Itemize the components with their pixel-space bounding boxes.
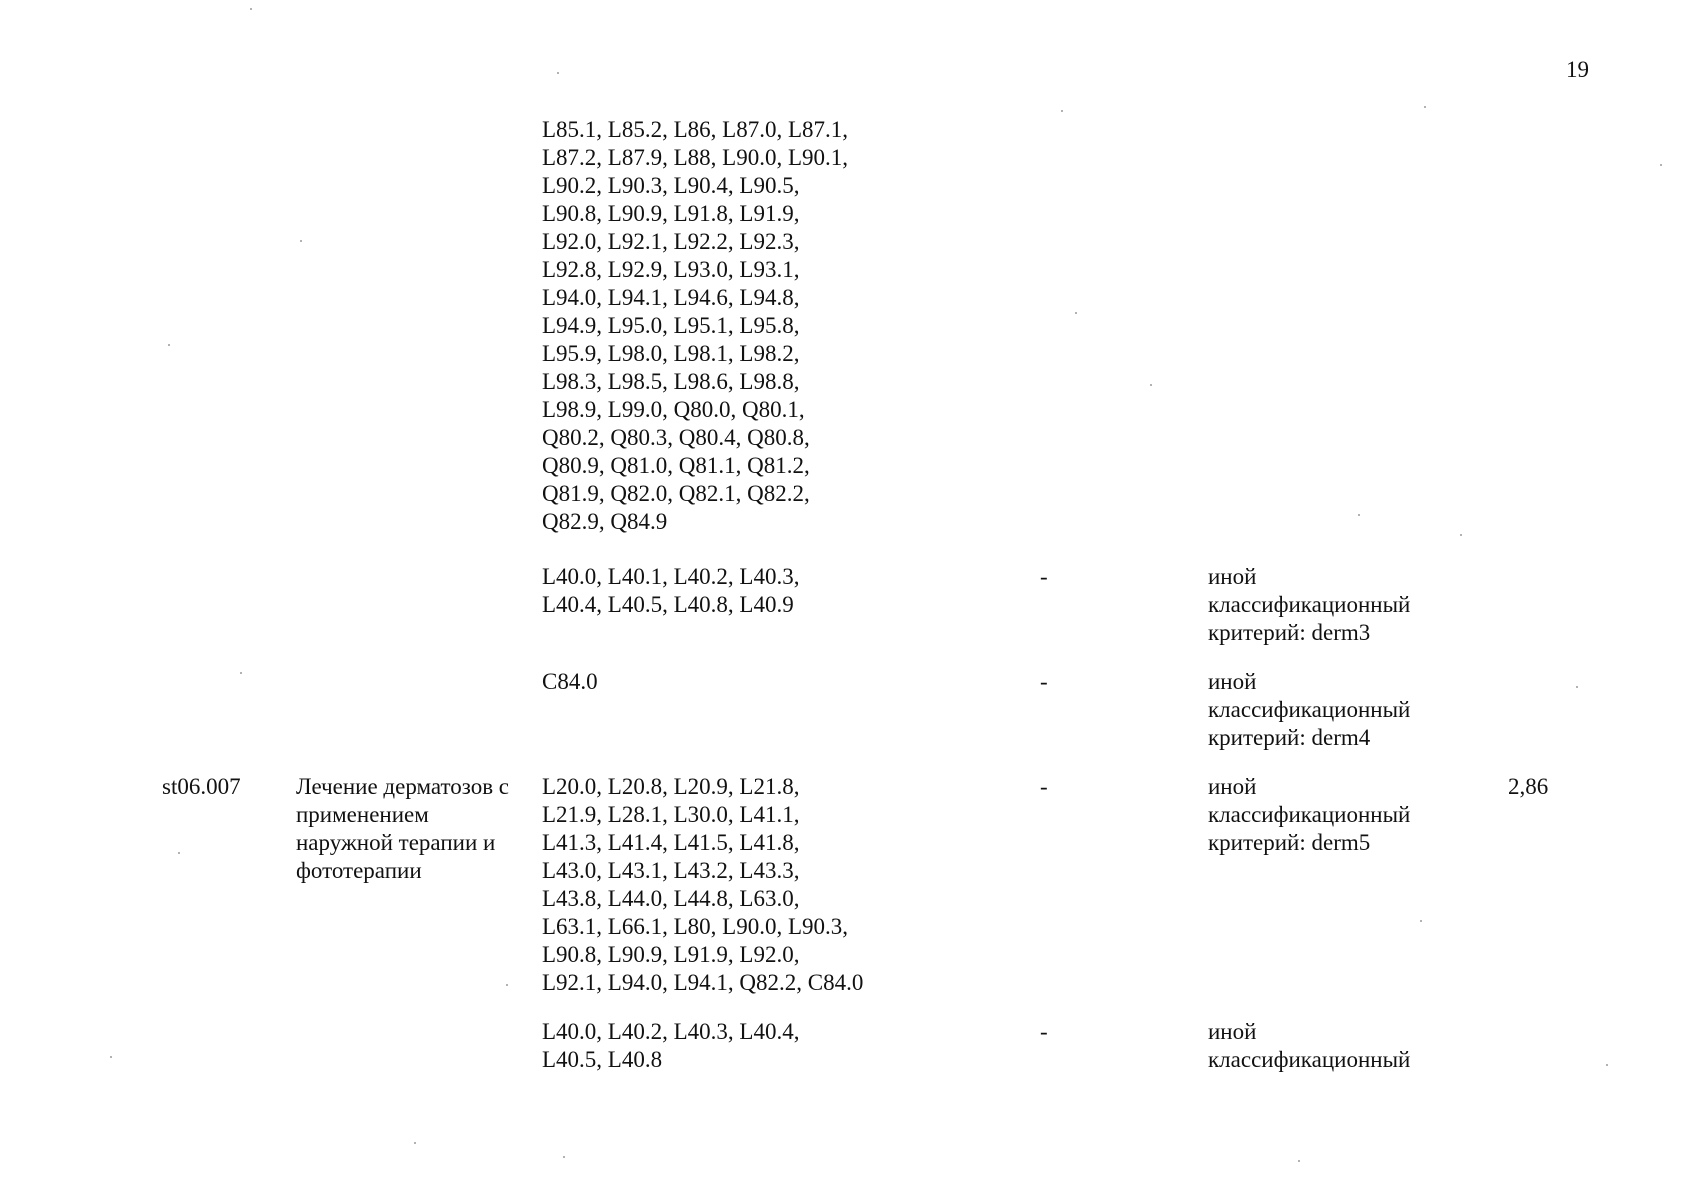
diagnosis-codes: L85.1, L85.2, L86, L87.0, L87.1, L87.2, L87.9, L88, L90.0, L90.1, L90.2, L90.3, L90.4, L90.5, L90.8, L90.9, L91.8, L91.9, L92.0, L92.1, L92.2, L92.3, L92.8, L92.9, L93.0, L93.1, L94.0, L94.1, L94.6, L94.8, L94.9, L95.0, L95.1, L95.8, L95.9, L98.0, L98.1, L98.2, L98.3, L98.5, L98.6, L98.8, L98.9, L99.0, Q80.0, Q80.1, Q80.2, Q80.3, Q80.4, Q80.8, Q80.9, Q81.0, Q81.1, Q81.2, Q81.9, Q82.0, Q82.1, Q82.2, Q82.9, Q84.9 xyxy=(542,117,848,534)
scan-speck xyxy=(1420,920,1422,922)
service-code: - xyxy=(1040,669,1048,694)
scan-speck xyxy=(1298,1160,1300,1162)
scan-speck xyxy=(1150,384,1152,386)
scan-speck xyxy=(168,344,170,346)
diagnosis-codes: L40.0, L40.1, L40.2, L40.3, L40.4, L40.5, L40.8, L40.9 xyxy=(542,564,800,617)
ksg-name: Лечение дерматозов с применением наружной терапии и фототерапии xyxy=(296,774,510,883)
service-code: - xyxy=(1040,1019,1048,1044)
scan-speck xyxy=(414,1142,416,1144)
service-code: - xyxy=(1040,774,1048,799)
scan-speck xyxy=(563,1156,565,1158)
scan-speck xyxy=(110,1056,112,1058)
scan-speck xyxy=(1358,514,1360,516)
diagnosis-codes: C84.0 xyxy=(542,669,598,694)
cost-coefficient: 2,86 xyxy=(1508,774,1549,799)
scan-speck xyxy=(1606,1064,1608,1066)
scan-speck xyxy=(1460,534,1462,536)
classification-criterion: иной классификационный критерий: derm4 xyxy=(1208,669,1411,750)
classification-criterion: иной классификационный критерий: derm5 xyxy=(1208,774,1411,855)
classification-criterion: иной классификационный критерий: derm3 xyxy=(1208,564,1411,645)
classification-criterion: иной классификационный xyxy=(1208,1019,1411,1072)
scan-speck xyxy=(1075,312,1077,314)
service-code: - xyxy=(1040,564,1048,589)
scan-speck xyxy=(178,852,180,854)
scan-speck xyxy=(1660,164,1662,166)
scan-speck xyxy=(506,984,508,986)
scan-speck xyxy=(240,672,242,674)
scan-speck xyxy=(1061,110,1063,112)
page-number: 19 xyxy=(1566,57,1589,82)
scan-speck xyxy=(1576,686,1578,688)
scan-speck xyxy=(557,72,559,74)
ksg-code: st06.007 xyxy=(162,774,241,799)
diagnosis-codes: L40.0, L40.2, L40.3, L40.4, L40.5, L40.8 xyxy=(542,1019,800,1072)
scan-speck xyxy=(1424,106,1426,108)
scan-speck xyxy=(300,240,302,242)
scan-speck xyxy=(250,8,252,10)
diagnosis-codes: L20.0, L20.8, L20.9, L21.8, L21.9, L28.1, L30.0, L41.1, L41.3, L41.4, L41.5, L41.8, L43.0, L43.1, L43.2, L43.3, L43.8, L44.0, L44.8, L63.0, L63.1, L66.1, L80, L90.0, L90.3, L90.8, L90.9, L91.9, L92.0, L92.1, L94.0, L94.1, Q82.2, C84.0 xyxy=(542,774,864,995)
